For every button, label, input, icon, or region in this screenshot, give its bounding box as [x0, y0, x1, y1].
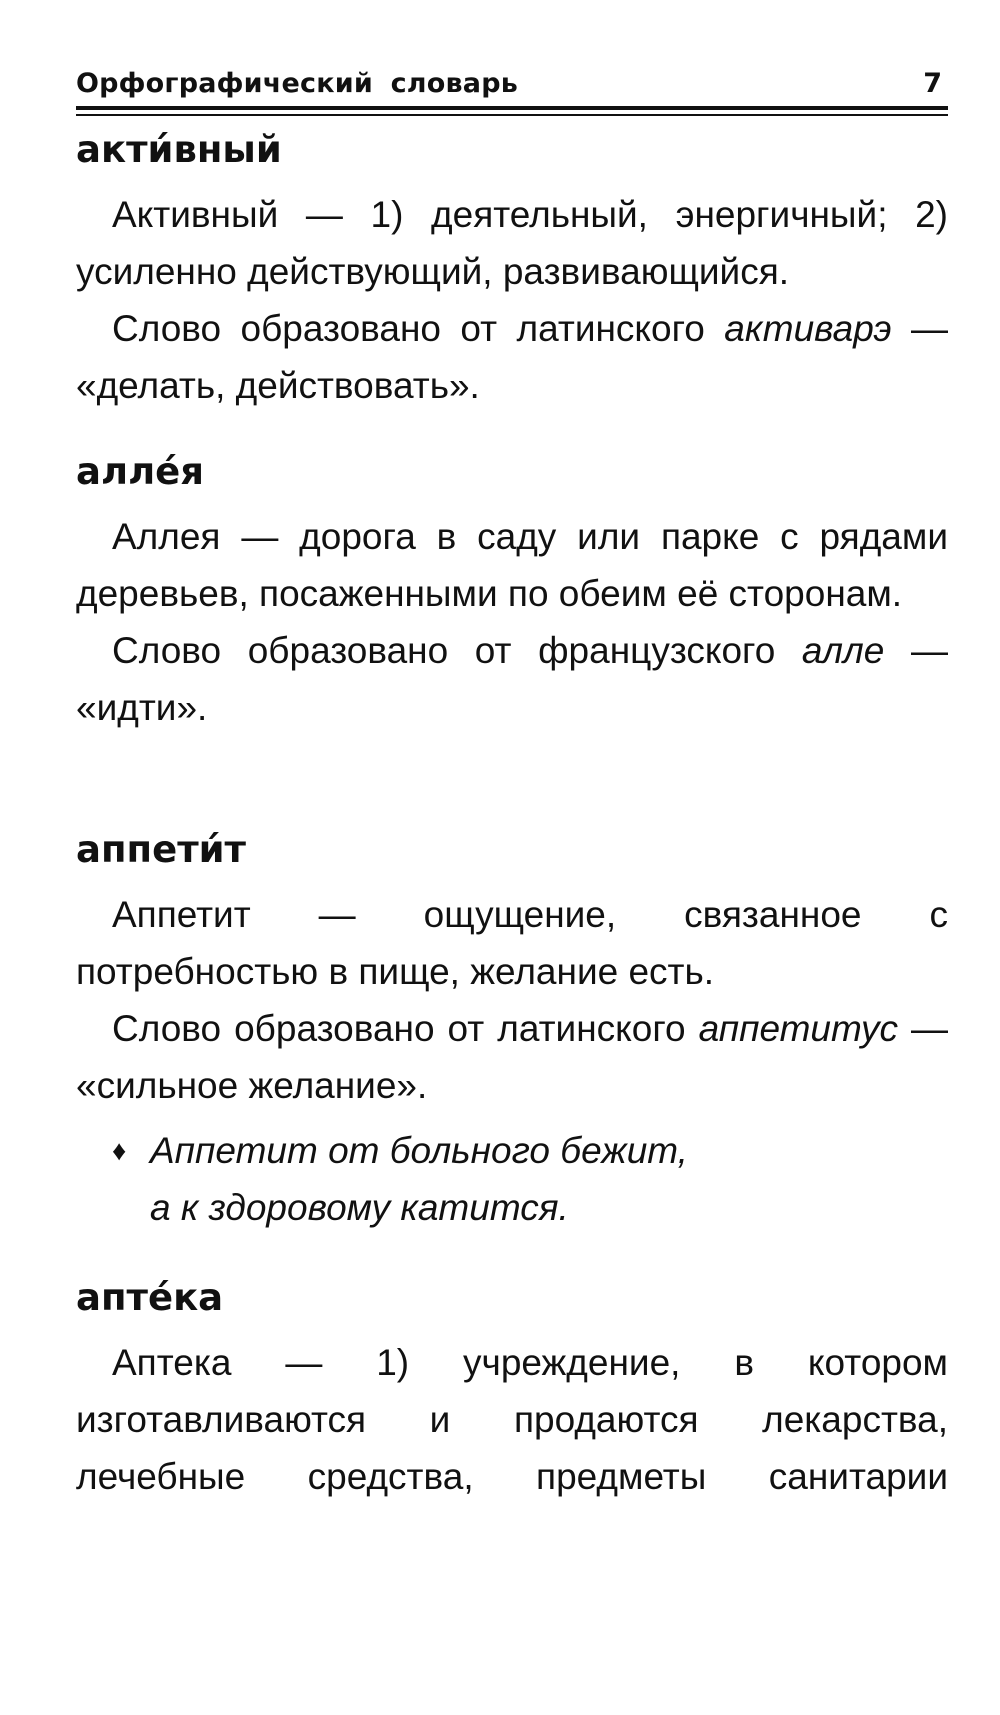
- definition: Аллея — дорога в саду или парке с рядами деревьев, посаженными по обеим её сторонам.: [76, 516, 948, 614]
- etymology-gloss: — «идти».: [76, 630, 948, 728]
- etymology-gloss: — «делать, действовать».: [76, 308, 949, 406]
- etymology-gloss: — «сильное желание».: [76, 1008, 948, 1106]
- etymon: аппетитус: [698, 1008, 899, 1049]
- headword: аппети́т: [76, 828, 247, 871]
- entry-appetit: [76, 828, 948, 1236]
- etymon: алле: [801, 630, 885, 671]
- etymology-lead: Слово образовано от французского: [112, 630, 802, 671]
- entry-alleya: [76, 450, 948, 736]
- etymology: [76, 300, 948, 414]
- definition: Аппетит — ощущение, связанное с потребностью в пище, желание есть.: [76, 894, 948, 992]
- definition: Активный — 1) деятельный, энергичный; 2) усиленно действующий, развивающийся.: [76, 194, 948, 292]
- etymology-lead: Слово образовано от латинского: [112, 1008, 699, 1049]
- definition: Аптека — 1) учреждение, в котором изготавливаются и продаются лекарства, лечебные средства, предметы санитарии: [76, 1342, 948, 1497]
- headword: акти́вный: [76, 128, 282, 171]
- entry-aktivnyi: [76, 128, 948, 414]
- etymology: [76, 1000, 948, 1114]
- page-number: 7: [923, 68, 942, 99]
- running-title: Орфографический словарь: [76, 68, 519, 99]
- entry-apteka: [76, 1276, 948, 1505]
- proverb-line-1: Аппетит от больного бежит,: [150, 1130, 688, 1171]
- header-rule-thick: [76, 106, 948, 110]
- headword: апте́ка: [76, 1276, 224, 1319]
- etymology: [76, 622, 948, 736]
- running-head: [76, 68, 948, 110]
- etymon: активарэ: [724, 308, 892, 349]
- proverb: [76, 1122, 948, 1236]
- headword: алле́я: [76, 450, 205, 493]
- proverb-line-2: а к здоровому катится.: [150, 1187, 569, 1228]
- header-rule-thin: [76, 114, 948, 116]
- diamond-bullet-icon: ♦: [112, 1135, 127, 1166]
- etymology-lead: Слово образовано от латинского: [112, 308, 725, 349]
